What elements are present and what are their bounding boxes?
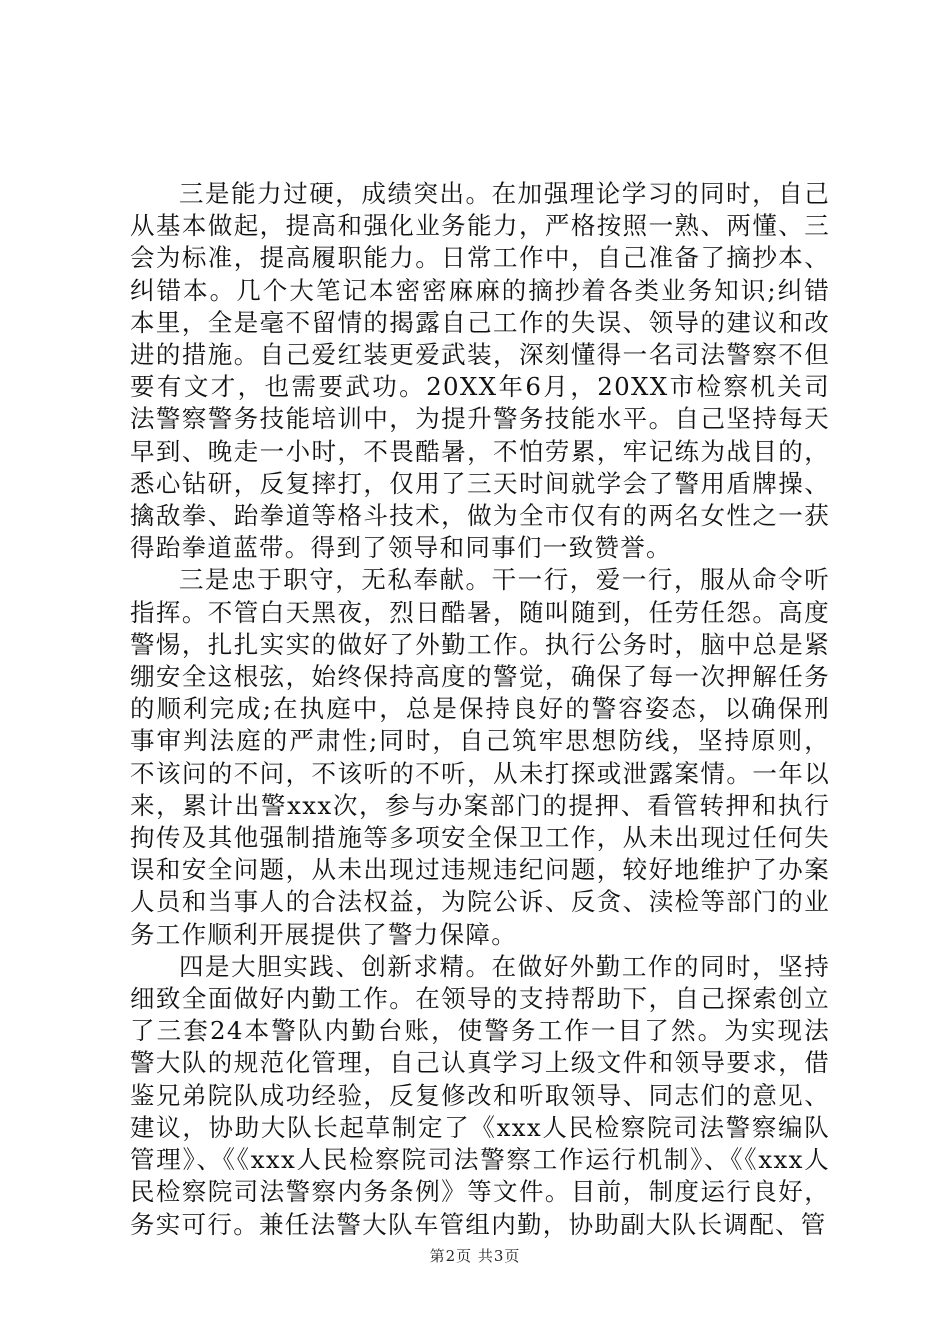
paragraph-innovation: 四是大胆实践、创新求精。在做好外勤工作的同时，坚持细致全面做好内勤工作。在领导的支持帮助下，自己探索创立了三套24本警队内勤台账，使警务工作一目了然。为实现法警大队的规范化管理，自己认真学习上级文件和领导要求，借鉴兄弟院队成功经验，反复修改和听取领导、同志们的意见、建议，协助大队长起草制定了《xxx人民检察院司法警察编队管理》、《《xxx人民检察院司法警察工作运行机制》、《《xxx人民检察院司法警察内务条例》等文件。目前，制度运行良好，务实可行。兼任法警大队车管组内勤，协助副大队长调配、管 [130, 951, 830, 1239]
body-text [130, 178, 830, 1241]
page-footer: 第2页 共3页 [429, 1247, 521, 1265]
paragraph-ability: 三是能力过硬，成绩突出。在加强理论学习的同时，自己从基本做起，提高和强化业务能力，严格按照一熟、两懂、三会为标准，提高履职能力。日常工作中，自己准备了摘抄本、纠错本。几个大笔记本密密麻麻的摘抄着各类业务知识;纠错本里，全是毫不留情的揭露自己工作的失误、领导的建议和改进的措施。自己爱红装更爱武装，深刻懂得一名司法警察不但要有文才，也需要武功。20XX年6月，20XX市检察机关司法警察警务技能培训中，为提升警务技能水平。自己坚持每天早到、晚走一小时，不畏酷暑，不怕劳累，牢记练为战目的，悉心钻研，反复摔打，仅用了三天时间就学会了警用盾牌操、擒敌拳、跆拳道等格斗技术，做为全市仅有的两名女性之一获得跆拳道蓝带。得到了领导和同事们一致赞誉。 [130, 179, 830, 563]
paragraph-loyalty: 三是忠于职守，无私奉献。干一行，爱一行，服从命令听指挥。不管白天黑夜，烈日酷暑，随叫随到，任劳任怨。高度警惕，扎扎实实的做好了外勤工作。执行公务时，脑中总是紧绷安全这根弦，始终保持高度的警觉，确保了每一次押解任务的顺利完成;在执庭中，总是保持良好的警容姿态，以确保刑事审判法庭的严肃性;同时，自己筑牢思想防线，坚持原则，不该问的不问，不该听的不听，从未打探或泄露案情。一年以来，累计出警xxx次，参与办案部门的提押、看管转押和执行拘传及其他强制措施等多项安全保卫工作，从未出现过任何失误和安全问题，从未出现过违规违纪问题，较好地维护了办案人员和当事人的合法权益，为院公诉、反贪、渎检等部门的业务工作顺利开展提供了警力保障。 [130, 565, 830, 949]
